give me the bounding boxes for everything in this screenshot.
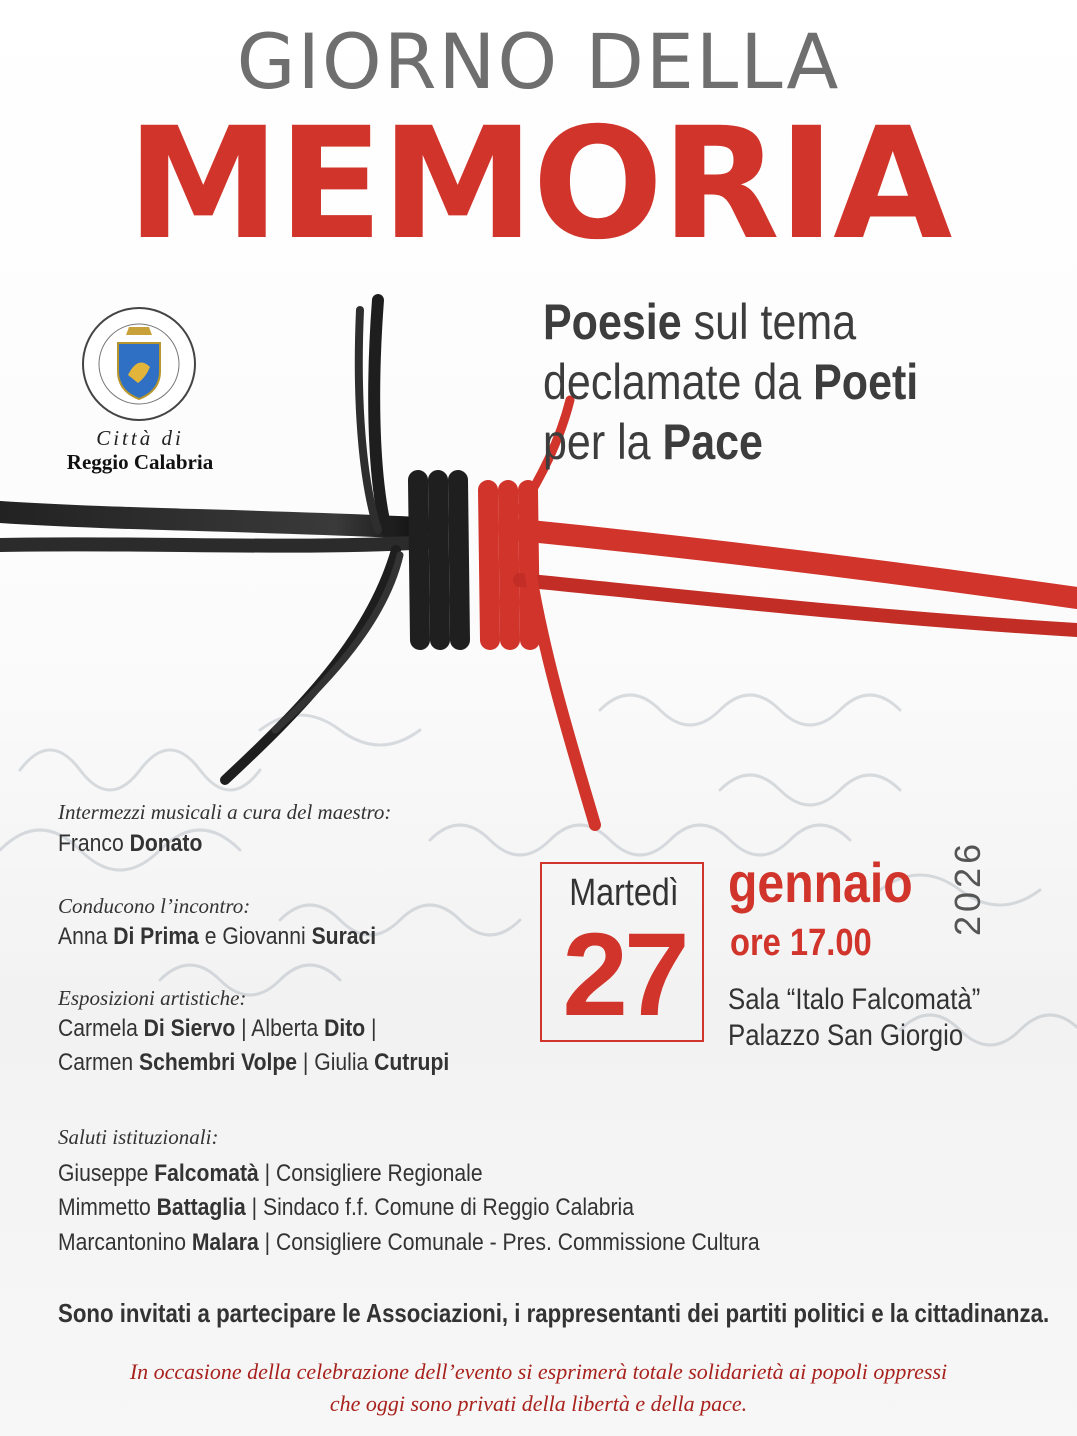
subtitle-bold-2: Poeti <box>813 354 919 410</box>
city-label-line1: Città di <box>96 426 184 450</box>
closing-line1: In occasione della celebrazione dell’evento si esprimerà totale solidarietà ai popoli oppressi <box>129 1359 948 1384</box>
day-number: 27 <box>562 909 686 1041</box>
closing-line2: che oggi sono privati della libertà e della pace. <box>329 1391 748 1416</box>
subtitle-bold-1: Poesie <box>543 294 682 350</box>
art-names-line1: Carmela Di Siervo | Alberta Dito | <box>58 1015 377 1042</box>
art-label: Esposizioni artistiche: <box>58 986 247 1010</box>
greeting-line-1: Giuseppe Falcomatà | Consigliere Regionale <box>58 1160 483 1187</box>
subtitle-text-2: declamate da <box>543 354 814 410</box>
title-line-2: MEMORIA <box>126 95 951 274</box>
venue <box>728 982 980 1054</box>
month: gennaio <box>728 851 913 914</box>
year: 2026 <box>947 839 988 936</box>
subtitle <box>543 292 918 472</box>
music-name: Franco Donato <box>58 830 203 857</box>
greeting-line-3: Marcantonino Malara | Consigliere Comunale - Pres. Commissione Cultura <box>58 1229 760 1256</box>
subtitle-text-3: per la <box>543 414 663 470</box>
venue-line2: Palazzo San Giorgio <box>728 1019 964 1052</box>
hosts-names: Anna Di Prima e Giovanni Suraci <box>58 923 377 950</box>
city-crest-logo <box>80 305 198 423</box>
closing-note <box>0 1356 1077 1420</box>
invitation-text: Sono invitati a partecipare le Associazioni, i rappresentanti dei partiti politici e la cittadinanza. <box>58 1298 1050 1328</box>
greetings-label: Saluti istituzionali: <box>58 1125 219 1149</box>
venue-line1: Sala “Italo Falcomatà” <box>728 983 981 1016</box>
city-label-line2: Reggio Calabria <box>66 450 214 474</box>
subtitle-bold-3: Pace <box>662 414 763 470</box>
greeting-line-2: Mimmetto Battaglia | Sindaco f.f. Comune di Reggio Calabria <box>58 1194 634 1221</box>
art-names-line2: Carmen Schembri Volpe | Giulia Cutrupi <box>58 1049 450 1076</box>
event-time: ore 17.00 <box>730 922 872 964</box>
hosts-label: Conducono l’incontro: <box>58 894 251 918</box>
weekday: Martedì <box>569 872 679 914</box>
title-line-1: GIORNO DELLA <box>236 17 841 106</box>
subtitle-text-1: sul tema <box>681 294 857 350</box>
music-label: Intermezzi musicali a cura del maestro: <box>58 800 392 824</box>
